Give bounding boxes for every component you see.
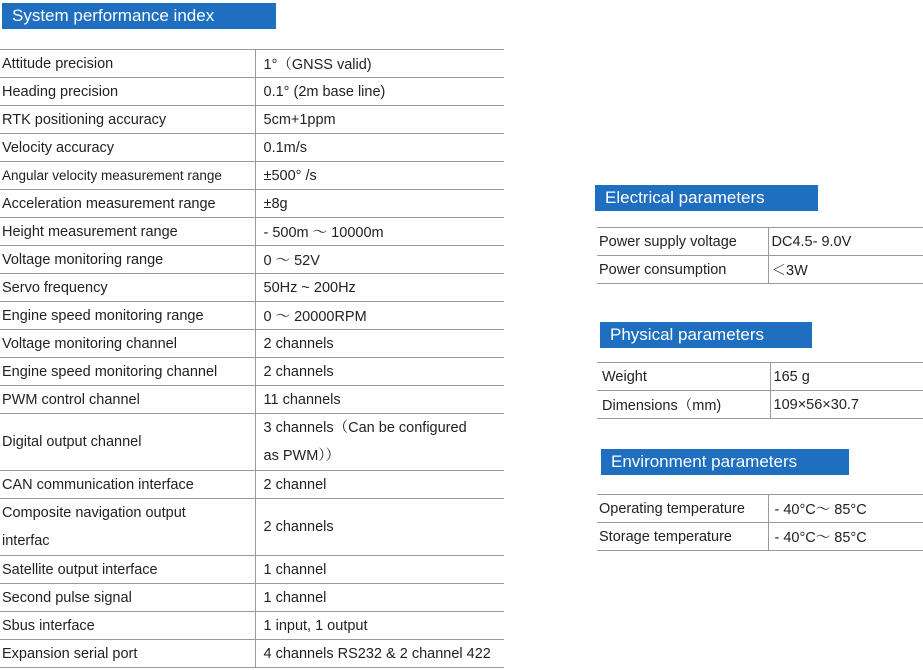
spec-label: Heading precision <box>0 78 255 106</box>
physical-parameters-header: Physical parameters <box>600 322 812 348</box>
environment-parameters-table <box>597 494 923 551</box>
spec-label: Weight <box>597 363 770 391</box>
table-row <box>0 78 504 106</box>
spec-label: Operating temperature <box>597 495 768 523</box>
table-row <box>0 106 504 134</box>
spec-label: RTK positioning accuracy <box>0 106 255 134</box>
table-row <box>0 50 504 78</box>
table-row <box>0 499 504 556</box>
spec-label: Attitude precision <box>0 50 255 78</box>
table-row <box>597 391 923 419</box>
spec-value: 2 channels <box>255 499 504 556</box>
table-row <box>597 363 923 391</box>
spec-value: - 40°C～ 85°C <box>768 495 923 523</box>
spec-value: 0 ～ 52V <box>255 246 504 274</box>
spec-value: - 500m ～ 10000m <box>255 218 504 246</box>
table-row <box>0 386 504 414</box>
spec-label: Engine speed monitoring channel <box>0 358 255 386</box>
spec-label: Voltage monitoring range <box>0 246 255 274</box>
spec-value: 2 channels <box>255 330 504 358</box>
spec-label: PWM control channel <box>0 386 255 414</box>
environment-parameters-header: Environment parameters <box>601 449 849 475</box>
table-row <box>0 358 504 386</box>
electrical-parameters-header: Electrical parameters <box>595 185 818 211</box>
spec-value: 0 ～ 20000RPM <box>255 302 504 330</box>
spec-value: 11 channels <box>255 386 504 414</box>
table-row <box>597 256 923 284</box>
table-row <box>0 330 504 358</box>
table-row <box>597 495 923 523</box>
spec-value: DC4.5- 9.0V <box>768 228 923 256</box>
table-row <box>0 162 504 190</box>
table-row <box>0 302 504 330</box>
spec-value: - 40°C～ 85°C <box>768 523 923 551</box>
spec-value: 1 input, 1 output <box>255 612 504 640</box>
spec-label: Expansion serial port <box>0 640 255 668</box>
spec-label: CAN communication interface <box>0 471 255 499</box>
spec-value: 165 g <box>770 363 923 391</box>
spec-label: Acceleration measurement range <box>0 190 255 218</box>
spec-value: ±500° /s <box>255 162 504 190</box>
spec-label: Composite navigation output interfac <box>0 499 255 556</box>
table-row <box>597 523 923 551</box>
table-row <box>0 556 504 584</box>
table-row <box>0 471 504 499</box>
spec-value: 1 channel <box>255 584 504 612</box>
spec-value: 0.1° (2m base line) <box>255 78 504 106</box>
spec-value: 2 channels <box>255 358 504 386</box>
table-row <box>0 218 504 246</box>
spec-value: 1°（GNSS valid) <box>255 50 504 78</box>
spec-label: Sbus interface <box>0 612 255 640</box>
table-row <box>0 134 504 162</box>
spec-label: Engine speed monitoring range <box>0 302 255 330</box>
spec-value: ±8g <box>255 190 504 218</box>
spec-label: Digital output channel <box>0 414 255 471</box>
spec-label: Height measurement range <box>0 218 255 246</box>
spec-value: 3 channels（Can be configured as PWM）） <box>255 414 504 471</box>
spec-value: ＜3W <box>768 256 923 284</box>
spec-value: 0.1m/s <box>255 134 504 162</box>
table-row <box>0 640 504 668</box>
spec-label: Velocity accuracy <box>0 134 255 162</box>
spec-value: 4 channels RS232 & 2 channel 422 <box>255 640 504 668</box>
spec-value: 5cm+1ppm <box>255 106 504 134</box>
system-performance-table <box>0 49 504 668</box>
spec-value: 2 channel <box>255 471 504 499</box>
spec-label: Second pulse signal <box>0 584 255 612</box>
spec-label: Servo frequency <box>0 274 255 302</box>
spec-label: Voltage monitoring channel <box>0 330 255 358</box>
physical-parameters-table <box>597 362 923 419</box>
spec-label: Power supply voltage <box>597 228 768 256</box>
spec-label: Dimensions（mm) <box>597 391 770 419</box>
table-row <box>0 584 504 612</box>
spec-value: 50Hz ~ 200Hz <box>255 274 504 302</box>
table-row <box>0 190 504 218</box>
spec-label: Storage temperature <box>597 523 768 551</box>
spec-label: Satellite output interface <box>0 556 255 584</box>
spec-label: Angular velocity measurement range <box>0 162 255 190</box>
table-row <box>0 246 504 274</box>
electrical-parameters-table <box>597 227 923 284</box>
spec-label: Power consumption <box>597 256 768 284</box>
table-row <box>597 228 923 256</box>
table-row <box>0 612 504 640</box>
system-performance-header: System performance index <box>2 3 276 29</box>
table-row <box>0 414 504 471</box>
table-row <box>0 274 504 302</box>
spec-value: 1 channel <box>255 556 504 584</box>
spec-value: 109×56×30.7 <box>770 391 923 419</box>
